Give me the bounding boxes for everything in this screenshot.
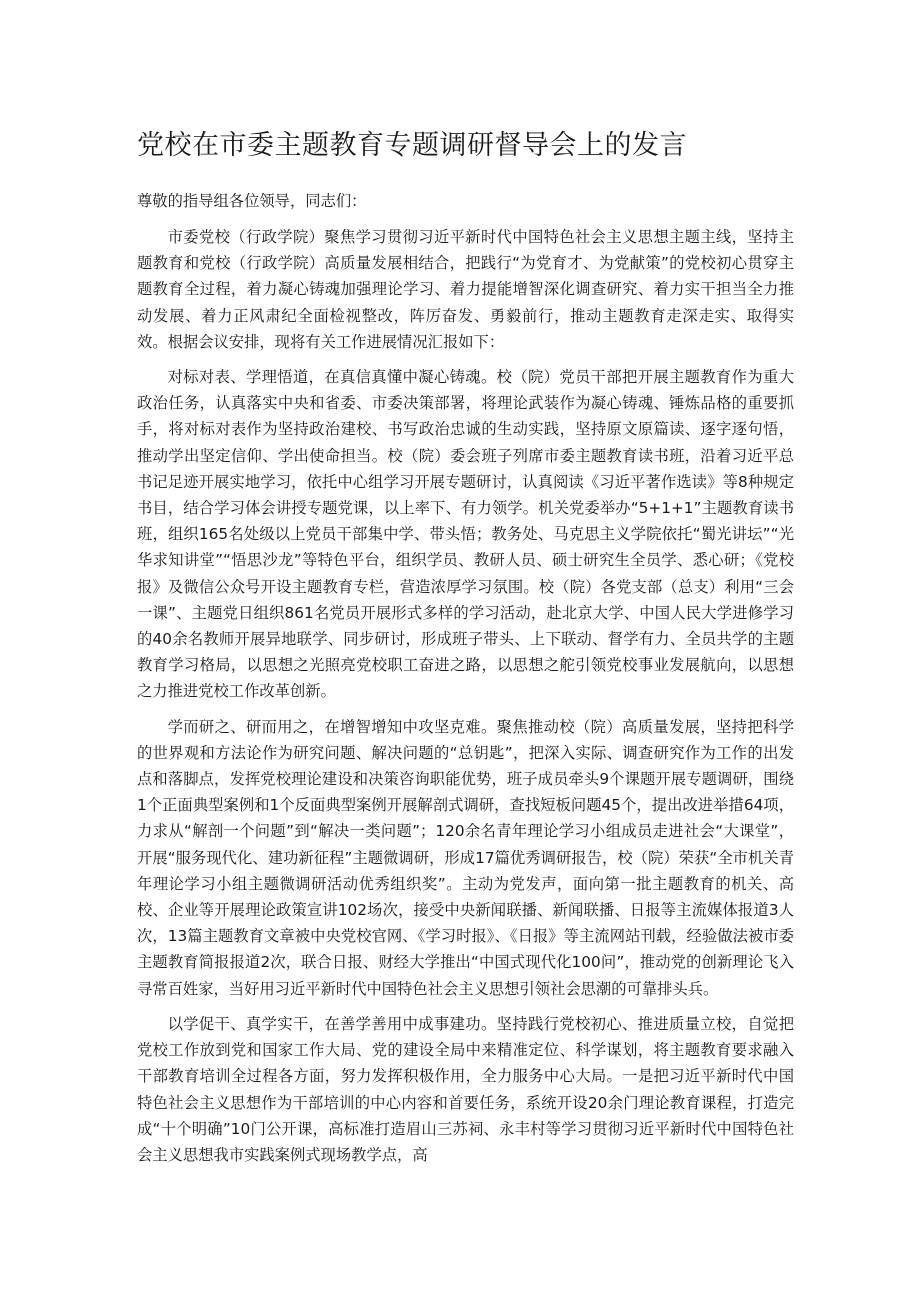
document-page bbox=[137, 126, 794, 1177]
paragraph-intro: 市委党校（行政学院）聚焦学习贯彻习近平新时代中国特色社会主义思想主题主线，坚持主题教育和党校（行政学院）高质量发展相结合，把践行“为党育才、为党献策”的党校初心贯穿主题教育全过程，着力凝心铸魂加强理论学习、着力提能增智深化调查研究、着力实干担当全力推动发展、着力正风肃纪全面检视整改，阵厉奋发、勇毅前行，推动主题教育走深走实、取得实效。根据会议安排，现将有关工作进展情况汇报如下： bbox=[137, 228, 794, 351]
document-title: 党校在市委主题教育专题调研督导会上的发言 bbox=[137, 130, 687, 161]
paragraph-theory-study: 对标对表、学理悟道，在真信真懂中凝心铸魂。校（院）党员干部把开展主题教育作为重大政治任务，认真落实中央和省委、市委决策部署，将理论武装作为凝心铸魂、锤炼品格的重要抓手，将对标对表作为坚持政治建校、书写政治忠诚的生动实践，坚持原文原篇读、逐字逐句悟，推动学出坚定信仰、学出使命担当。校（院）委会班子列席市委主题教育读书班，沿着习近平总书记足迹开展实地学习，依托中心组学习开展专题研讨，认真阅读《习近平著作选读》等8种规定书目，结合学习体会讲授专题党课，以上率下、有力领学。机关党委举办“5+1+1”主题教育读书班，组织165名处级以上党员干部集中学、带头悟；教务处、马克思主义学院依托“蜀光讲坛”“光华求知讲堂”“悟思沙龙”等特色平台，组织学员、教研人员、硕士研究生全员学、悉心研；《党校报》及微信公众号开设主题教育专栏，营造浓厚学习氛围。校（院）各党支部（总支）利用“三会一课”、主题党日组织861名党员开展形式多样的学习活动，赴北京大学、中国人民大学进修学习的40余名教师开展异地联学、同步研讨，形成班子带头、上下联动、督学有力、全员共学的主题教育学习格局，以思想之光照亮党校职工奋进之路，以思想之舵引领党校事业发展航向，以思想之力推进党校工作改革创新。 bbox=[137, 368, 794, 701]
paragraph-practice: 以学促干、真学实干，在善学善用中成事建功。坚持践行党校初心、推进质量立校，自觉把党校工作放到党和国家工作大局、党的建设全局中来精准定位、科学谋划，将主题教育要求融入干部教育培训全过程各方面，努力发挥积极作用，全力服务中心大局。一是把习近平新时代中国特色社会主义思想作为干部培训的中心内容和首要任务，系统开设20余门理论教育课程，打造完成“十个明确”10门公开课，高标准打造眉山三苏祠、永丰村等学习贯彻习近平新时代中国特色社会主义思想我市实践案例式现场教学点，高 bbox=[137, 1014, 794, 1164]
salutation: 尊敬的指导组各位领导，同志们： bbox=[137, 192, 367, 210]
paragraph-research: 学而研之、研而用之，在增智增知中攻坚克难。聚焦推动校（院）高质量发展，坚持把科学的世界观和方法论作为研究问题、解决问题的“总钥匙”，把深入实际、调查研究作为工作的出发点和落脚点，发挥党校理论建设和决策咨询职能优势，班子成员牵头9个课题开展专题调研，围绕1个正面典型案例和1个反面典型案例开展解剖式调研，查找短板问题45个，提出改进举措64项，力求从“解剖一个问题”到“解决一类问题”；120余名青年理论学习小组成员走进社会“大课堂”，开展“服务现代化、建功新征程”主题微调研，形成17篇优秀调研报告，校（院）荣获“全市机关青年理论学习小组主题微调研活动优秀组织奖”。主动为党发声，面向第一批主题教育的机关、高校、企业等开展理论政策宣讲102场次，接受中央新闻联播、新闻联播、日报等主流媒体报道3人次，13篇主题教育文章被中央党校官网、《学习时报》、《日报》等主流网站刊载，经验做法被市委主题教育简报报道2次，联合日报、财经大学推出“中国式现代化100问”，推动党的创新理论飞入寻常百姓家，当好用习近平新时代中国特色社会主义思想引领社会思潮的可靠排头兵。 bbox=[137, 717, 794, 998]
